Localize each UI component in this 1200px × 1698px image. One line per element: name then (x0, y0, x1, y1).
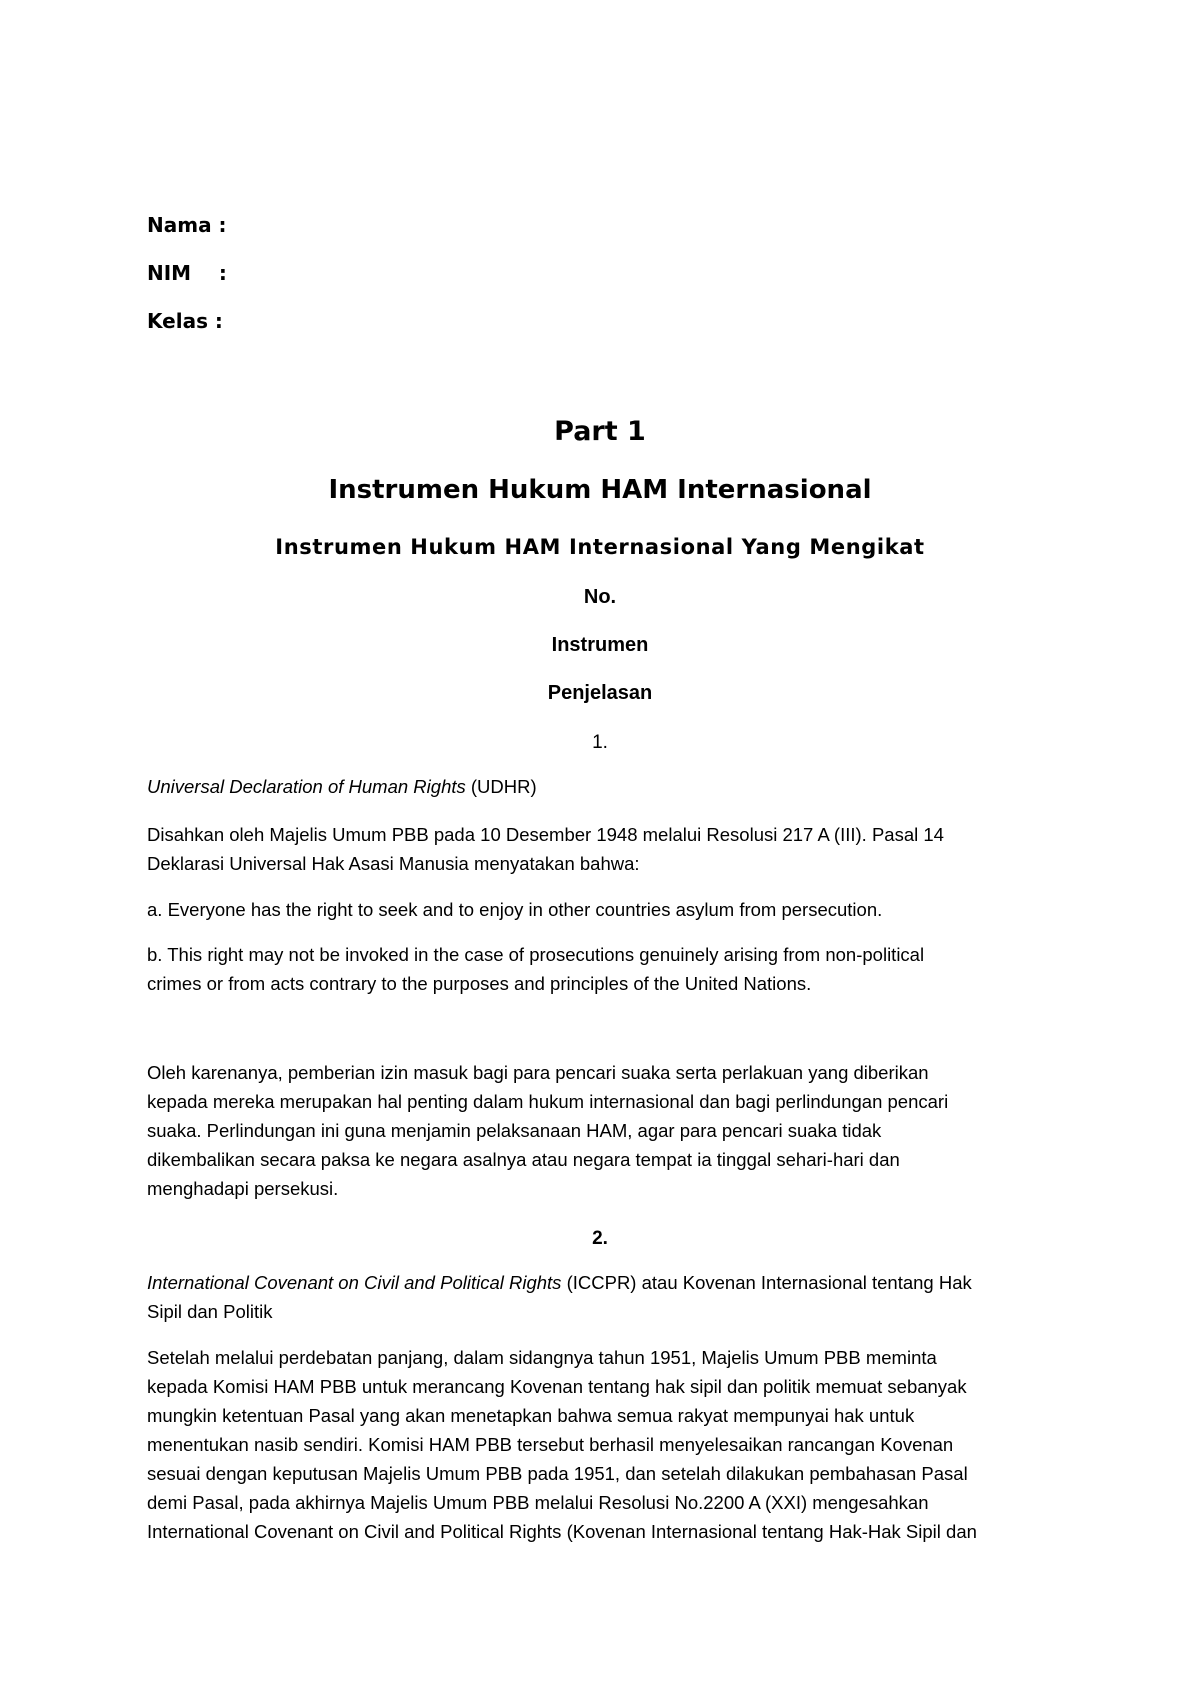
item-2-title-line2: Sipil dan Politik (147, 1301, 273, 1322)
item-2-title-suffix: (ICCPR) atau Kovenan Internasional tentang Hak (561, 1272, 972, 1293)
item-2-desc-line: International Covenant on Civil and Political Rights (Kovenan Internasional tentang Hak-Hak Sipil dan (147, 1521, 977, 1542)
item-2-title (147, 1268, 1077, 1326)
item-1-description (147, 820, 1077, 878)
conclusion-line: Oleh karenanya, pemberian izin masuk bagi para pencari suaka serta perlakuan yang diberikan (147, 1062, 929, 1083)
conclusion-line: menghadapi persekusi. (147, 1178, 339, 1199)
item-2-title-italic: International Covenant on Civil and Political Rights (147, 1272, 562, 1293)
item-2-desc-line: demi Pasal, pada akhirnya Majelis Umum PBB melalui Resolusi No.2200 A (XXI) mengesahkan (147, 1492, 929, 1513)
column-header-no: No. (583, 586, 617, 608)
item-1-conclusion (147, 1058, 1077, 1203)
item-2-description (147, 1343, 1077, 1546)
item-1-point-b: b. This right may not be invoked in the case of prosecutions genuinely arising from non-political crimes or from acts contrary to the purposes and principles of the United Nations. (147, 944, 925, 994)
conclusion-line: dikembalikan secara paksa ke negara asalnya atau negara tempat ia tinggal sehari-hari dan (147, 1149, 900, 1170)
item-1-title (147, 772, 1077, 801)
sub-title: Instrumen Hukum HAM Internasional Yang Mengikat (275, 535, 925, 559)
item-2-number: 2. (592, 1228, 608, 1249)
kelas-label: Kelas : (147, 309, 223, 333)
main-title: Instrumen Hukum HAM Internasional (328, 475, 872, 505)
item-2-desc-line: sesuai dengan keputusan Majelis Umum PBB pada 1951, dan setelah dilakukan pembahasan Pasal (147, 1463, 968, 1484)
item-1-point-a: a. Everyone has the right to seek and to enjoy in other countries asylum from persecution. (147, 899, 883, 920)
item-2-desc-line: menentukan nasib sendiri. Komisi HAM PBB tersebut berhasil menyelesaikan rancangan Kovenan (147, 1434, 954, 1455)
nama-label: Nama : (147, 213, 227, 237)
item-2-desc-line: kepada Komisi HAM PBB untuk merancang Kovenan tentang hak sipil dan politik memuat sebanyak (147, 1376, 967, 1397)
conclusion-line: kepada mereka merupakan hal penting dalam hukum internasional dan bagi perlindungan pencari (147, 1091, 949, 1112)
item-1-title-suffix: (UDHR) (465, 776, 537, 797)
nim-label: NIM : (147, 261, 227, 285)
conclusion-line: suaka. Perlindungan ini guna menjamin pelaksanaan HAM, agar para pencari suaka tidak (147, 1120, 882, 1141)
part-title: Part 1 (554, 416, 646, 447)
item-1-title-italic: Universal Declaration of Human Rights (147, 776, 466, 797)
item-2-desc-line: mungkin ketentuan Pasal yang akan menetapkan bahwa semua rakyat mempunyai hak untuk (147, 1405, 915, 1426)
item-1-number: 1. (592, 732, 608, 753)
column-header-penjelasan: Penjelasan (547, 682, 653, 704)
item-2-desc-line: Setelah melalui perdebatan panjang, dalam sidangnya tahun 1951, Majelis Umum PBB meminta (147, 1347, 937, 1368)
column-header-instrumen: Instrumen (551, 634, 649, 656)
item-1-desc-line: Disahkan oleh Majelis Umum PBB pada 10 Desember 1948 melalui Resolusi 217 A (III). Pasal 14 (147, 824, 944, 845)
item-1-desc-line: Deklarasi Universal Hak Asasi Manusia menyatakan bahwa: (147, 853, 640, 874)
